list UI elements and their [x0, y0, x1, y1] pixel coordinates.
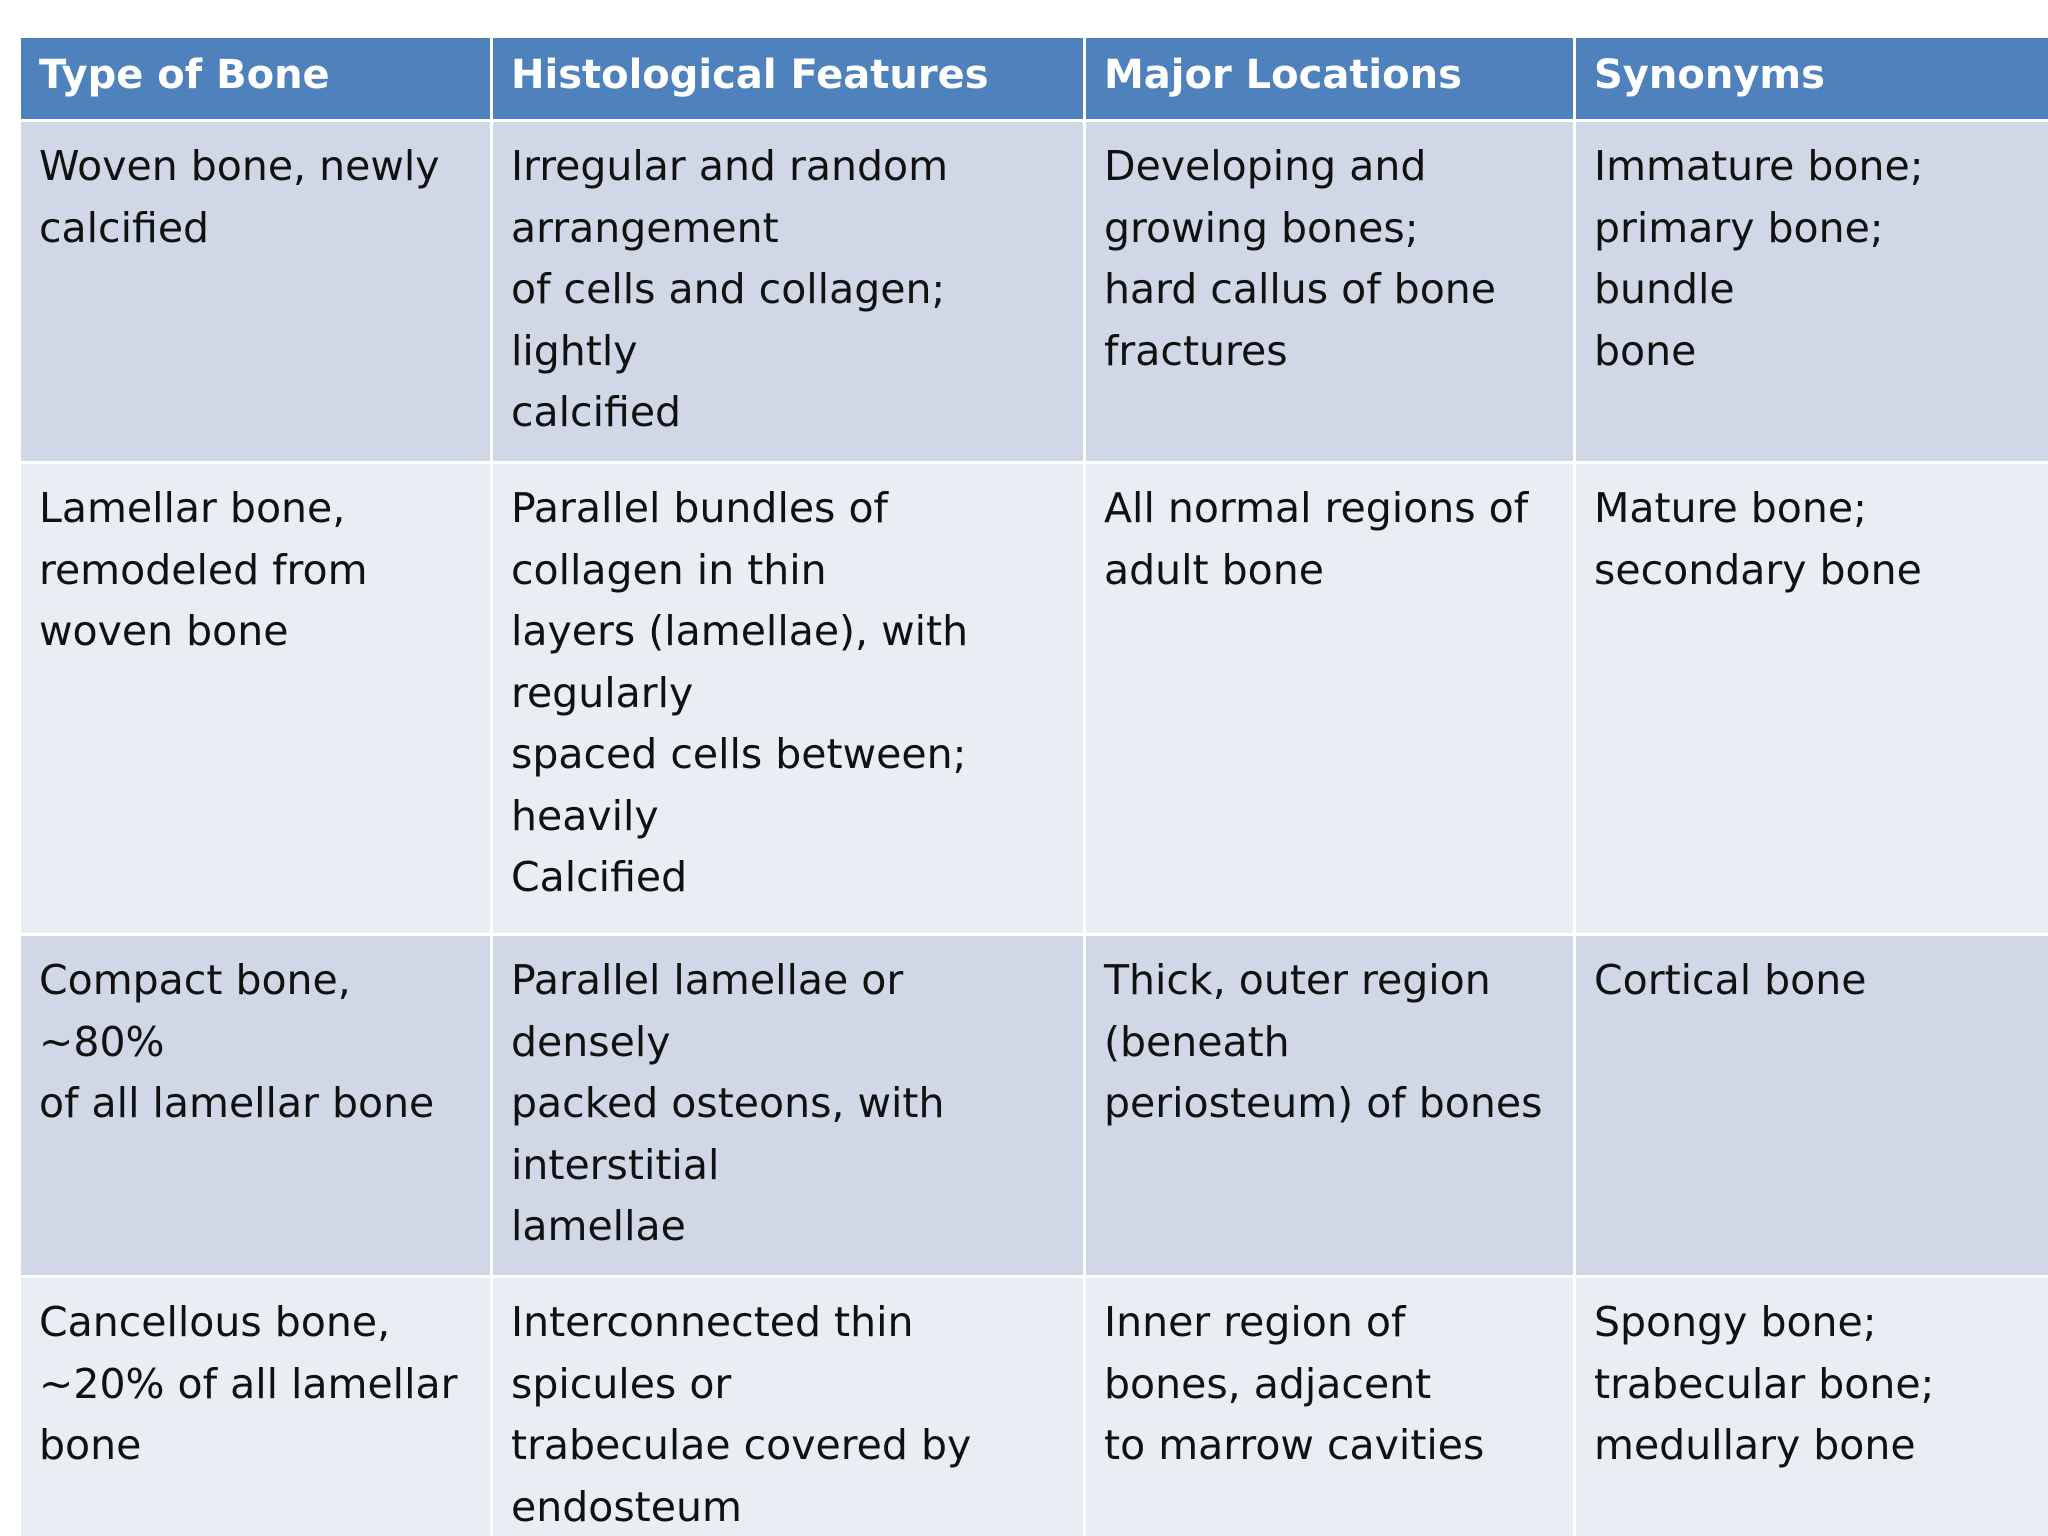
- table-cell: [492, 121, 1085, 463]
- header-histological-features: Histological Features: [492, 37, 1085, 121]
- table-cell: [20, 463, 492, 935]
- table-cell: [492, 1277, 1085, 1536]
- table-row-compact-bone: [20, 935, 2048, 1277]
- cell-text: Cortical bone: [1594, 956, 1867, 1004]
- cell-text: Cancellous bone, ~20% of all lamellar bone: [39, 1298, 458, 1469]
- cell-text: Immature bone; primary bone; bundle bone: [1594, 142, 1924, 375]
- cell-text: Woven bone, newly calcified: [39, 142, 440, 252]
- header-major-locations: Major Locations: [1085, 37, 1575, 121]
- table-cell: [1085, 935, 1575, 1277]
- table-cell: [1085, 463, 1575, 935]
- header-type-of-bone: Type of Bone: [20, 37, 492, 121]
- table-cell: [1085, 121, 1575, 463]
- cell-text: Lamellar bone, remodeled from woven bone: [39, 484, 368, 655]
- table-cell: [1085, 1277, 1575, 1536]
- table-header-row: [20, 37, 2048, 121]
- table-cell: [20, 121, 492, 463]
- table-cell: [1575, 121, 2048, 463]
- cell-text: Thick, outer region (beneath periosteum) of bones: [1104, 956, 1543, 1127]
- cell-text: Mature bone; secondary bone: [1594, 484, 1922, 594]
- table-cell: [1575, 463, 2048, 935]
- cell-text: Developing and growing bones; hard callus of bone fractures: [1104, 142, 1497, 375]
- table-cell: [492, 935, 1085, 1277]
- table-cell: [20, 1277, 492, 1536]
- cell-text: Irregular and random arrangement of cells and collagen; lightly calcified: [511, 142, 949, 436]
- bone-types-table: [18, 35, 2048, 1536]
- table-cell: [20, 935, 492, 1277]
- table-row-lamellar-bone: [20, 463, 2048, 935]
- cell-text: Parallel bundles of collagen in thin layers (lamellae), with regularly spaced cells between; heavily Calcified: [511, 484, 969, 901]
- cell-text: Compact bone, ~80% of all lamellar bone: [39, 956, 435, 1127]
- cell-text: Inner region of bones, adjacent to marrow cavities: [1104, 1298, 1485, 1469]
- table-cell: [492, 463, 1085, 935]
- table-cell: [1575, 1277, 2048, 1536]
- cell-text: Spongy bone; trabecular bone; medullary bone: [1594, 1298, 1935, 1469]
- cell-text: All normal regions of adult bone: [1104, 484, 1529, 594]
- table-row-woven-bone: [20, 121, 2048, 463]
- header-synonyms: Synonyms: [1575, 37, 2048, 121]
- table-row-cancellous-bone: [20, 1277, 2048, 1536]
- cell-text: Interconnected thin spicules or trabeculae covered by endosteum: [511, 1298, 972, 1531]
- cell-text: Parallel lamellae or densely packed osteons, with interstitial lamellae: [511, 956, 945, 1250]
- table-cell: [1575, 935, 2048, 1277]
